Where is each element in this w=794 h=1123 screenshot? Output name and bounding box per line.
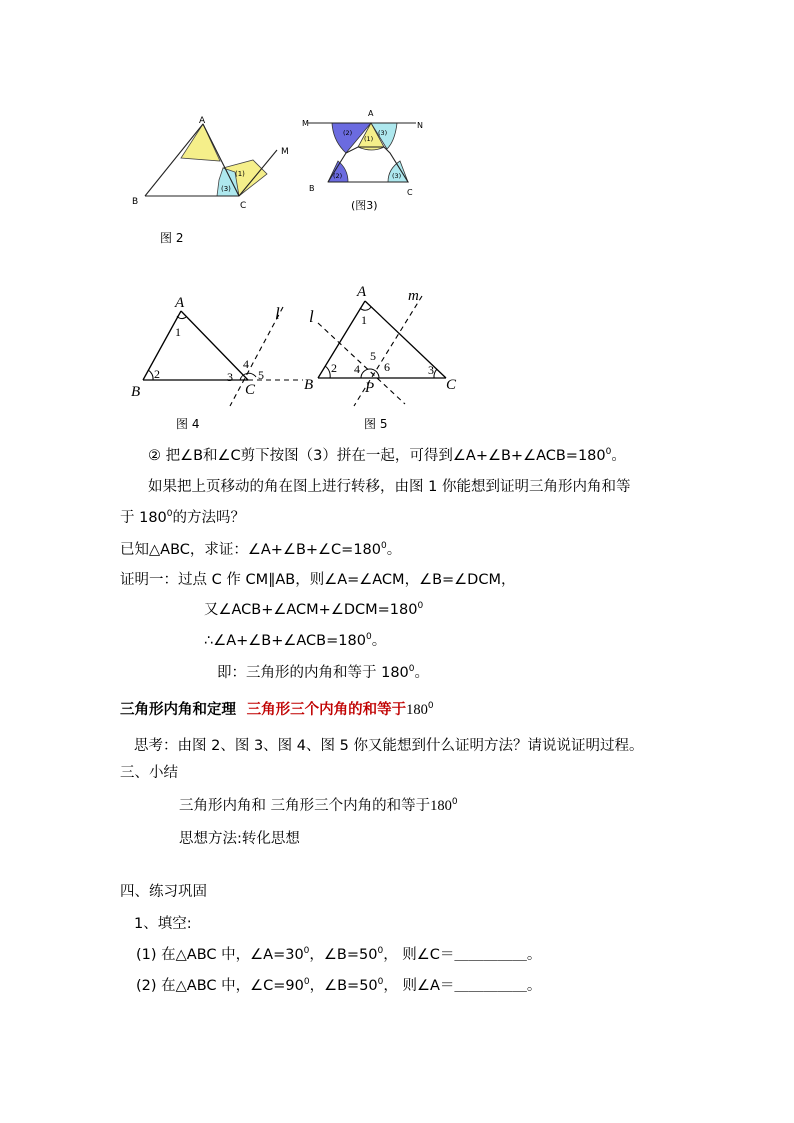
- given-main: 已知△ABC，求证：∠A+∠B+∠C=180: [120, 542, 381, 558]
- triangle-side-ac: [181, 311, 248, 380]
- figure-5-diagram: [298, 278, 478, 408]
- label-p: P: [365, 380, 375, 396]
- given-statement: [120, 540, 401, 560]
- label-angle-3: 3: [428, 363, 434, 377]
- figure-4-caption: 图 4: [176, 417, 200, 431]
- label-m: m: [408, 288, 419, 304]
- step-2-end: 。: [611, 448, 626, 464]
- figure-2-diagram: [125, 110, 295, 215]
- label-angle-4: 4: [243, 357, 249, 371]
- exercise-2: [136, 976, 541, 996]
- degree-mark: 0: [605, 447, 612, 458]
- label-part-3: (3): [221, 185, 231, 193]
- figure-3-diagram: [300, 105, 425, 210]
- proof-line-1: 证明一：过点 C 作 CM∥AB，则∠A=∠ACM，∠B=∠DCM，: [120, 572, 516, 588]
- label-part-2-bottom: (2): [333, 172, 343, 180]
- proof-line-3: [204, 631, 386, 651]
- label-a: A: [368, 109, 374, 118]
- label-b: B: [132, 197, 139, 207]
- proof-line-3-main: ∴∠A+∠B+∠ACB=180: [204, 633, 366, 649]
- proof-line-2-main: 又∠ACB+∠ACM+∠DCM=180: [204, 602, 418, 618]
- label-angle-2: 2: [154, 367, 160, 381]
- degree-mark: 0: [365, 632, 372, 643]
- question-line-2-end: 的方法吗？: [172, 510, 246, 526]
- degree-mark: 0: [303, 977, 310, 988]
- angle-p-arc: [361, 369, 379, 378]
- label-part-1: (1): [235, 170, 245, 178]
- exercise-1-part-a: (1) 在△ABC 中，∠A=30: [136, 947, 304, 963]
- figure-5-shapes: [318, 296, 446, 406]
- theorem-label: 三角形内角和定理: [120, 702, 236, 718]
- proof-line-2: [204, 600, 423, 620]
- summary-heading: 三、小结: [120, 765, 178, 781]
- summary-value: 180: [430, 798, 452, 814]
- figure-4-diagram: [125, 290, 315, 410]
- question-line-1: 如果把上页移动的角在图上进行转移，由图 1 你能想到证明三角形内角和等: [148, 479, 631, 495]
- label-angle-1: 1: [361, 313, 367, 327]
- question-line-2-main: 于 180: [120, 510, 167, 526]
- degree-mark: 0: [377, 946, 384, 957]
- exercise-1-part-c: ， 则∠C＝＿＿＿＿＿。: [383, 947, 542, 963]
- label-m: M: [302, 119, 309, 128]
- degree-mark: 0: [377, 977, 384, 988]
- angle-3-arc: [434, 369, 437, 378]
- exercise-2-part-a: (2) 在△ABC 中，∠C=90: [136, 978, 304, 994]
- label-angle-6: 6: [384, 360, 390, 374]
- triangle-side-ab: [143, 311, 181, 380]
- theorem-line: [120, 700, 434, 720]
- think-question: 思考：由图 2、图 3、图 4、图 5 你又能想到什么证明方法？请说说证明过程。: [134, 738, 644, 754]
- angle-2-arc: [148, 370, 153, 380]
- degree-mark: 0: [381, 541, 387, 552]
- exercise-1-part-b: ，∠B=50: [309, 947, 378, 963]
- label-n: N: [417, 121, 423, 130]
- label-part-2-top: (2): [343, 129, 353, 137]
- exercise-2-part-b: ，∠B=50: [309, 978, 378, 994]
- triangle-side-ab: [145, 124, 203, 196]
- label-l: l: [275, 304, 280, 323]
- label-c: C: [407, 188, 413, 197]
- proof-line-4-end: 。: [414, 665, 430, 681]
- label-part-3-bottom: (3): [392, 172, 402, 180]
- figure-3-caption: (图3): [351, 199, 378, 212]
- step-2-main: ② 把∠B和∠C剪下按图（3）拼在一起，可得到∠A+∠B+∠ACB=180: [148, 448, 606, 464]
- label-a: A: [175, 295, 185, 311]
- theorem-value: 180: [406, 702, 428, 718]
- angle-2-arc: [325, 366, 330, 378]
- degree-mark: 0: [166, 509, 173, 520]
- label-angle-5: 5: [370, 349, 376, 363]
- label-a: A: [357, 284, 367, 300]
- label-b: B: [309, 184, 315, 193]
- degree-mark: 0: [408, 664, 415, 675]
- label-angle-1: 1: [175, 325, 181, 339]
- label-angle-2: 2: [331, 361, 337, 375]
- proof-line-4-main: 即：三角形的内角和等于 180: [217, 665, 409, 681]
- question-line-2: [120, 508, 245, 528]
- label-angle-5: 5: [258, 368, 264, 382]
- degree-mark: 0: [303, 946, 310, 957]
- label-l: l: [309, 307, 314, 326]
- figure-2-caption: 图 2: [160, 231, 184, 245]
- label-b: B: [304, 377, 314, 393]
- label-a: A: [199, 116, 206, 126]
- practice-heading: 四、练习巩固: [120, 884, 207, 900]
- label-c: C: [446, 377, 457, 393]
- summary-line-1: [179, 796, 458, 816]
- step-2-text: [148, 446, 626, 466]
- label-angle-4: 4: [354, 362, 360, 376]
- label-b: B: [131, 384, 141, 400]
- angle-a-cutout: [181, 124, 220, 161]
- proof-line-4: [217, 663, 429, 683]
- label-part-1: (1): [364, 135, 374, 143]
- degree-mark: 0: [427, 701, 434, 712]
- label-c: C: [245, 382, 256, 398]
- label-m: M: [281, 147, 289, 157]
- degree-mark: 0: [417, 601, 424, 612]
- summary-line-2: 思想方法:转化思想: [179, 831, 300, 847]
- fill-blank-heading: 1、填空:: [134, 916, 192, 932]
- figure-2-shapes: [145, 124, 277, 196]
- label-angle-3: 3: [227, 370, 233, 384]
- given-end: 。: [386, 542, 402, 558]
- exercise-2-part-c: ， 则∠A＝＿＿＿＿＿。: [383, 978, 542, 994]
- degree-mark: 0: [451, 797, 458, 808]
- figure-5-caption: 图 5: [364, 417, 388, 431]
- summary-line-1-main: 三角形内角和 三角形三个内角的和等于: [179, 798, 431, 814]
- theorem-text: 三角形三个内角的和等于: [246, 702, 407, 718]
- label-part-3-top: (3): [378, 129, 388, 137]
- exercise-1: [136, 945, 541, 965]
- proof-line-3-end: 。: [371, 633, 387, 649]
- label-c: C: [240, 201, 247, 211]
